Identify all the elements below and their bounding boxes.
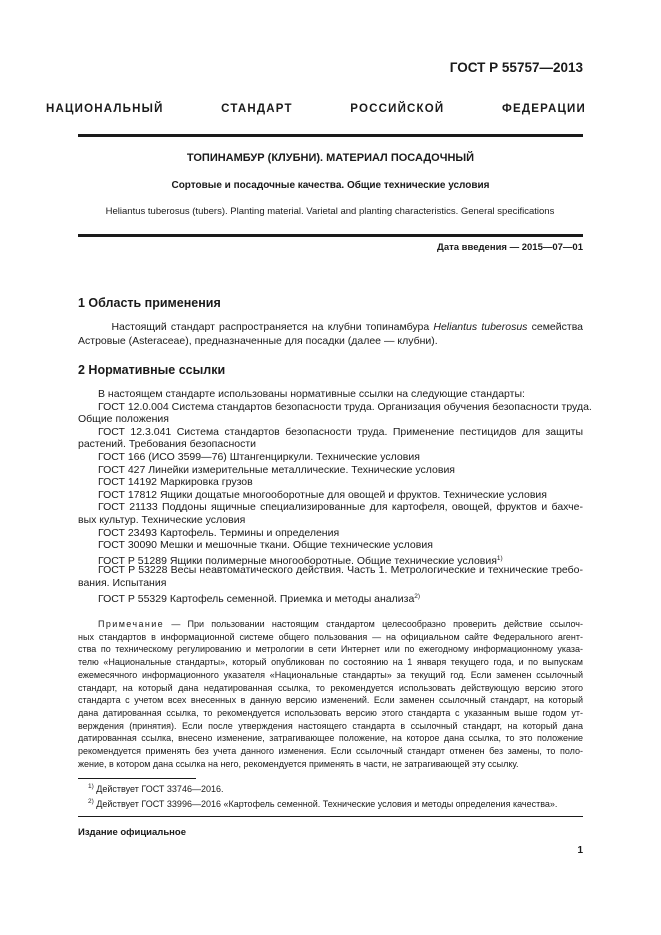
note-text: датированная ссылка, внесено изменение, затрагивающее положение, на которое дана ссылка, то это положение [78, 733, 583, 744]
reference-line [98, 388, 583, 401]
footnote-2-mark: 2) [88, 798, 94, 805]
intro-date: Дата введения — 2015—07—01 [437, 242, 583, 253]
reference-line [98, 426, 583, 439]
reference-line [78, 413, 583, 426]
reference-text: ГОСТ Р 51289 Ящики полимерные многооборотные. Общие технические условия [98, 554, 497, 567]
bottom-rule [78, 816, 583, 817]
footnote-1-text: Действует ГОСТ 33746—2016. [93, 784, 224, 794]
species-name: Heliantus tuberosus [433, 321, 528, 333]
note-text: — При пользовании настоящим стандартом целесообразно проверить действие ссылоч- [164, 619, 583, 629]
title-rule [78, 234, 583, 237]
english-title: Heliantus tuberosus (tubers). Planting material. Varietal and planting characteristics. General specifications [105, 206, 555, 217]
reference-line [98, 590, 583, 606]
reference-line [78, 577, 583, 590]
note-text: телю «Национальные стандарты», который опубликован по состоянию на 1 января текущего года, и по выпускам [78, 657, 583, 668]
reference-line [98, 476, 583, 489]
section-2-heading: 2 Нормативные ссылки [78, 363, 226, 377]
reference-text: вания. Испытания [78, 577, 167, 589]
footnote-ref-2: 2) [414, 592, 421, 600]
section-1-text-before: Настоящий стандарт распространяется на клубни топинамбура [111, 321, 434, 333]
note-line [78, 682, 583, 695]
note-label: Примечание [98, 619, 165, 629]
reference-text: ГОСТ 30090 Мешки и мешочные ткани. Общие технические условия [98, 539, 433, 552]
footnote-1 [78, 781, 583, 795]
reference-text: ГОСТ 21133 Поддоны ящичные специализированные для картофеля, овощей, фруктов и бахче- [98, 501, 583, 514]
reference-text: ГОСТ Р 53228 Весы неавтоматического действия. Часть 1. Метрологические и технические требо- [98, 564, 583, 577]
note-line [78, 745, 583, 758]
note-line [78, 720, 583, 733]
note-text: стандарта с учетом всех внесенных в данную версию изменений. Если заменен ссылочный стандарт, на который [78, 695, 583, 706]
note-text: ных стандартов в информационной системе общего пользования — на официальном сайте Федерального агент- [78, 631, 583, 642]
note-line [78, 758, 583, 771]
national-standard-heading: НАЦИОНАЛЬНЫЙ СТАНДАРТ РОССИЙСКОЙ ФЕДЕРАЦИИ [46, 103, 586, 115]
reference-line [98, 527, 583, 540]
section-1-line-2: Астровые (Asteraceae), предназначенные для посадки (далее — клубни). [78, 335, 438, 347]
footnote-1-mark: 1) [88, 783, 94, 790]
note-line [78, 694, 583, 707]
reference-text: вых культур. Технические условия [78, 514, 246, 526]
note-text: стандарт, на который дана недатированная ссылка, то рекомендуется использовать действующую версию этого [78, 682, 583, 693]
note-line [98, 618, 583, 631]
note-text: рекомендуется применять без учета данного изменения. Если ссылочный стандарт отменен без замены, то поло- [78, 746, 583, 756]
reference-text: ГОСТ 12.0.004 Система стандартов безопасности труда. Организация обучения безопасности труда. [98, 400, 592, 413]
standard-code: ГОСТ Р 55757—2013 [449, 60, 583, 75]
footnote-2 [78, 796, 583, 810]
reference-text: ГОСТ 14192 Маркировка грузов [98, 476, 253, 489]
note-line [78, 707, 583, 720]
section-1-text [78, 321, 583, 334]
edition-label: Издание официальное [78, 827, 186, 838]
reference-text: растений. Требования безопасности [78, 438, 257, 451]
reference-line [98, 489, 583, 502]
reference-text: ГОСТ 17812 Ящики дощатые многооборотные для овощей и фруктов. Технические условия [98, 488, 547, 501]
page-number: 1 [577, 845, 583, 856]
reference-line [98, 539, 583, 552]
reference-line [98, 451, 583, 464]
footnote-2-text: Действует ГОСТ 33996—2016 «Картофель семенной. Технические условия и методы определения качества». [93, 799, 558, 809]
reference-line [78, 514, 583, 527]
footnote-ref-1: 1) [496, 554, 503, 562]
reference-text: Общие положения [78, 413, 169, 426]
reference-line [98, 464, 583, 477]
reference-line [98, 564, 583, 577]
document-title: ТОПИНАМБУР (КЛУБНИ). МАТЕРИАЛ ПОСАДОЧНЫЙ [186, 152, 475, 164]
note-text: верждения (принятия). Если после утверждения настоящего стандарта в ссылочный стандарт, на который дана [78, 720, 583, 731]
note-line [78, 643, 583, 656]
note-line [78, 631, 583, 644]
top-rule [78, 134, 583, 137]
note-text: ежемесячного информационного указателя «Национальные стандарты» за текущий год. Если заменен ссылочный [78, 669, 583, 680]
document-subtitle: Сортовые и посадочные качества. Общие технические условия [171, 180, 490, 191]
reference-text: ГОСТ 23493 Картофель. Термины и определения [98, 526, 340, 539]
reference-text: ГОСТ 166 (ИСО 3599—76) Штангенциркули. Технические условия [98, 451, 420, 463]
footnote-rule [78, 778, 196, 779]
reference-text: В настоящем стандарте использованы нормативные ссылки на следующие стандарты: [98, 388, 525, 400]
note-line [78, 656, 583, 669]
note-text: ства по техническому регулированию и метрологии в сети Интернет или по ежегодному информационному указа- [78, 644, 583, 655]
reference-text: ГОСТ 12.3.041 Система стандартов безопасности труда. Применение пестицидов для защиты [98, 425, 583, 438]
reference-text: ГОСТ 427 Линейки измерительные металлические. Технические условия [98, 463, 455, 476]
section-1-text-after: семейства [527, 321, 583, 333]
reference-line [98, 501, 583, 514]
note-line [78, 732, 583, 745]
section-1-heading: 1 Область применения [78, 296, 221, 310]
reference-text: ГОСТ Р 55329 Картофель семенной. Приемка и методы анализа [98, 592, 415, 605]
note-text: жение, в котором дана ссылка на него, рекомендуется применять в части, не затрагивающей эту ссылку. [78, 758, 519, 769]
reference-line [78, 438, 583, 451]
note-line [78, 669, 583, 682]
reference-line [98, 400, 592, 414]
note-text: дана датированная ссылка, то рекомендуется использовать версию этого стандарта с указанным выше годом ут- [78, 707, 583, 718]
